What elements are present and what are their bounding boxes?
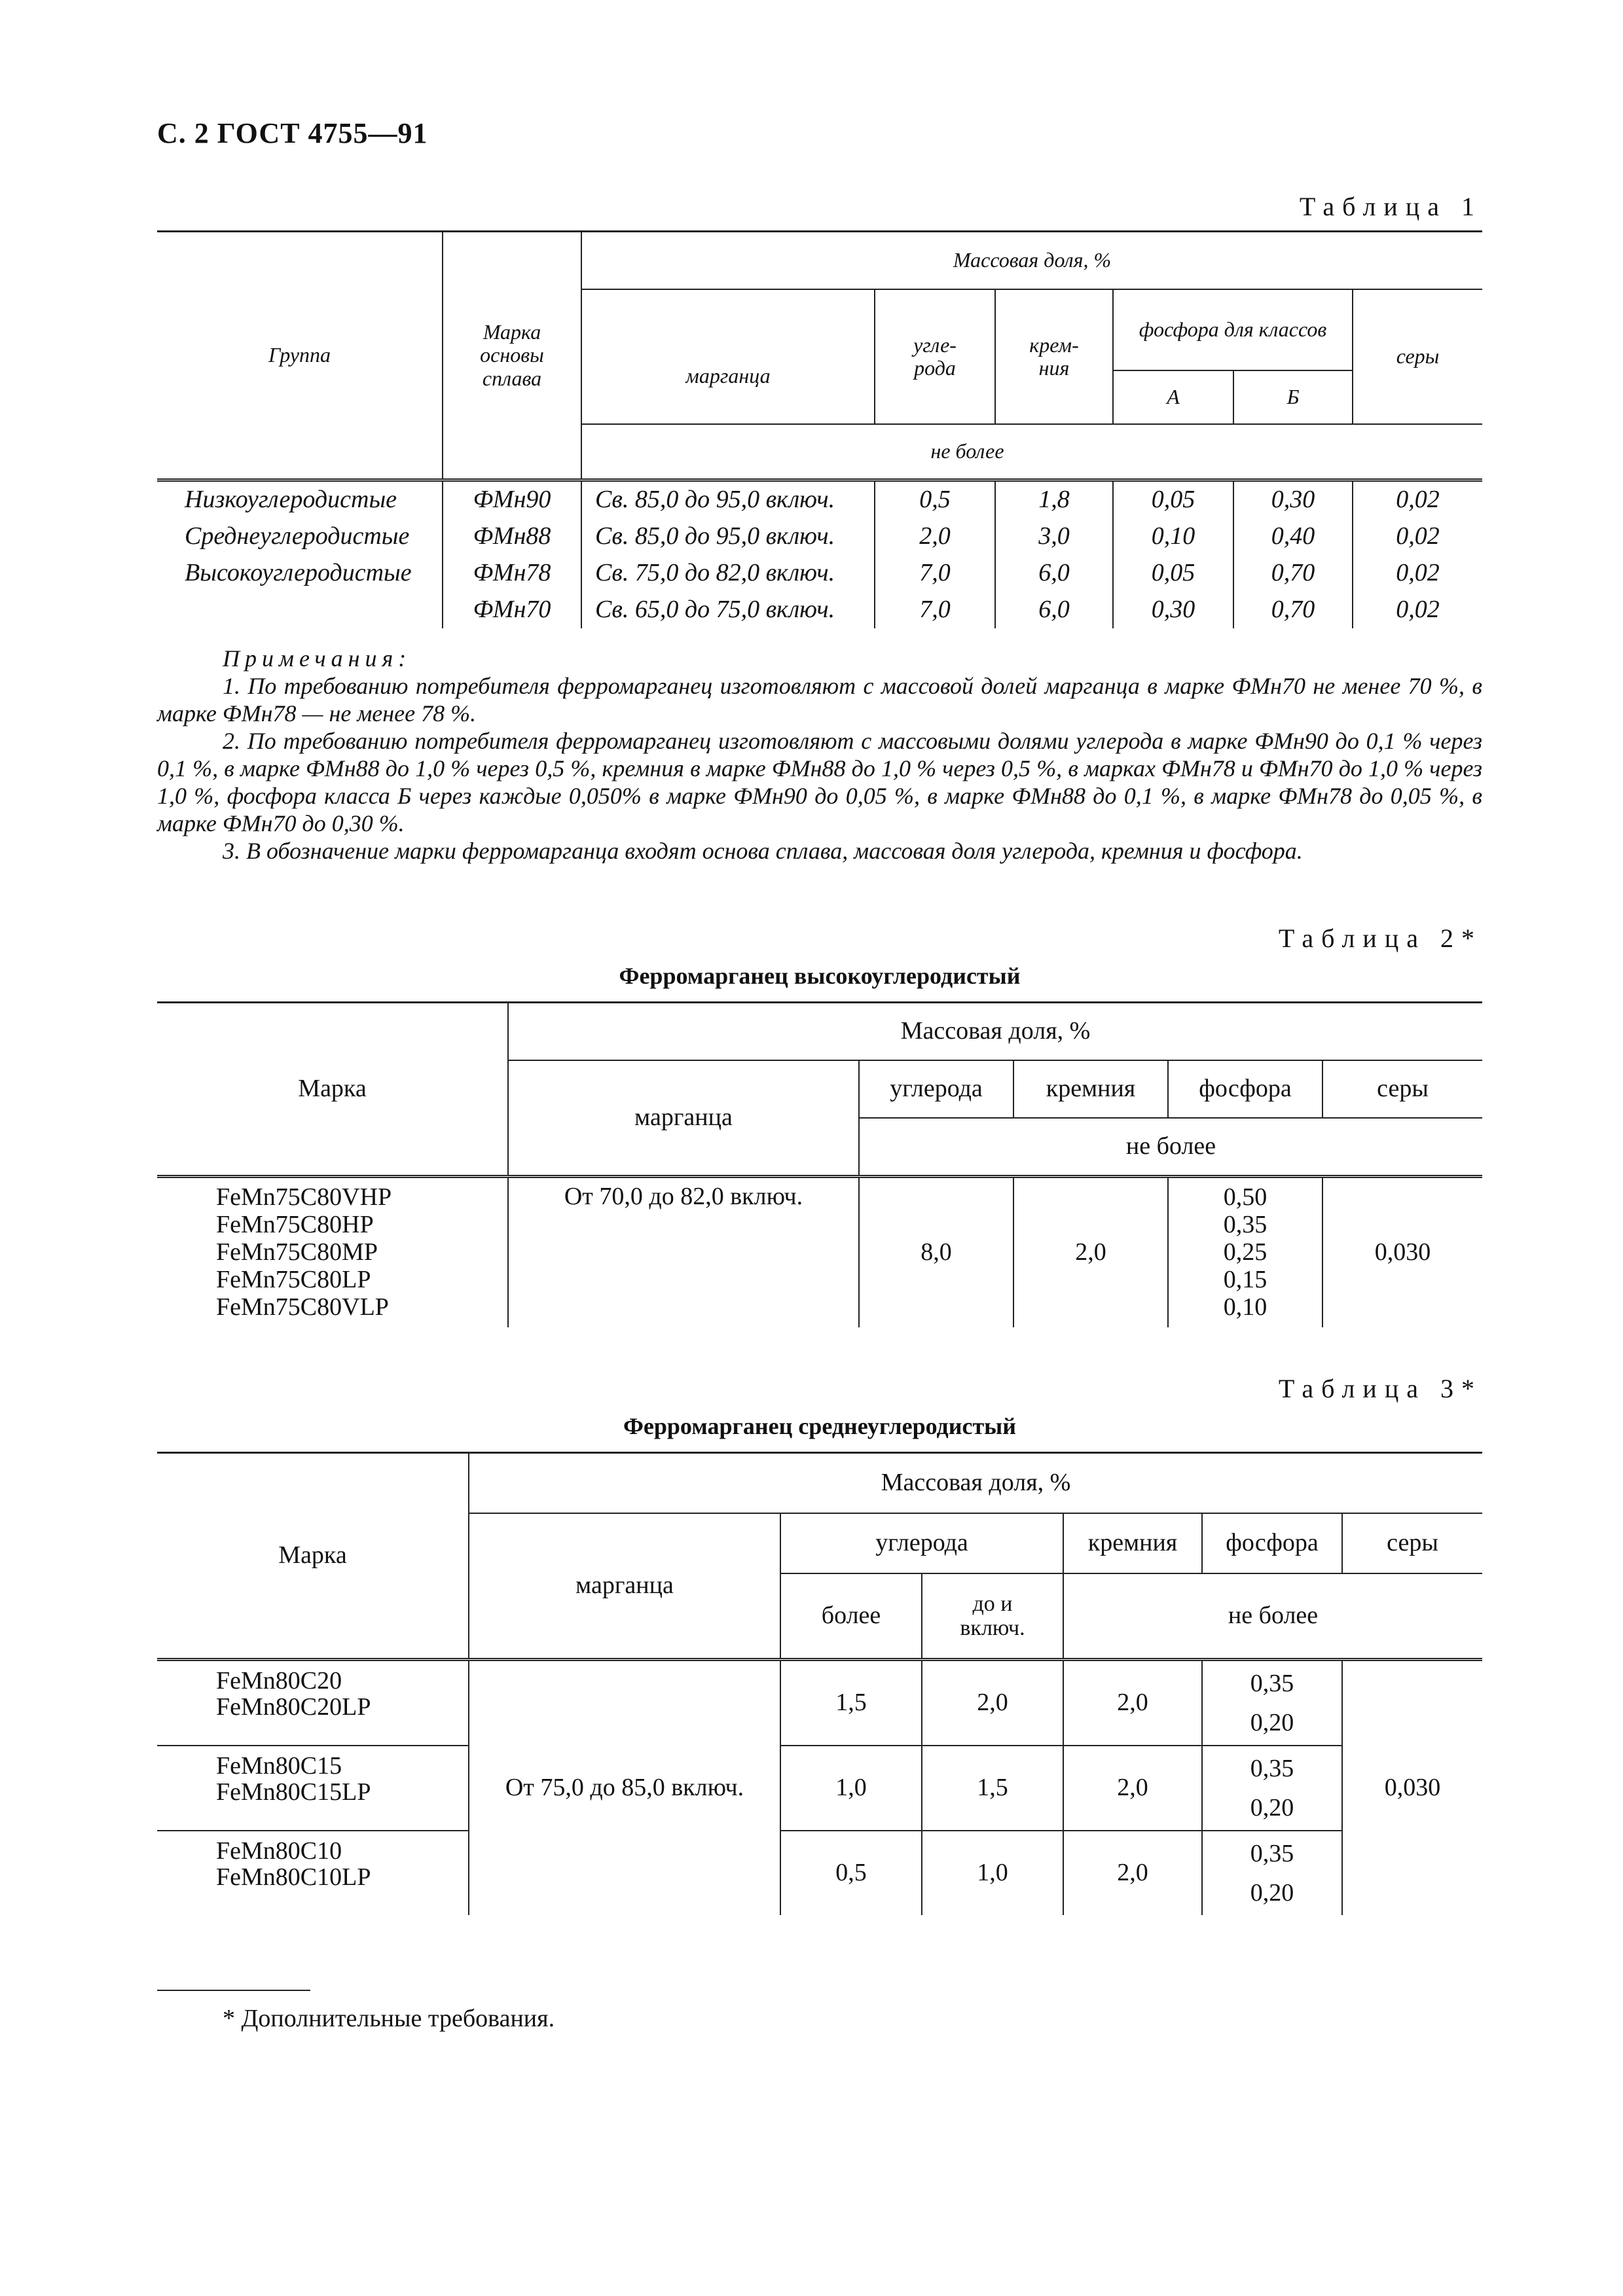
footnote-divider <box>157 1990 310 1991</box>
header-carbon: углерода <box>859 1060 1013 1118</box>
table3-title: Ферромарганец среднеуглеродистый <box>623 1413 1017 1439</box>
phosphorus-value: 0,35 <box>1250 1840 1294 1867</box>
table-row <box>157 518 1482 555</box>
cell-silicon: 2,0 <box>1013 1177 1168 1328</box>
cell-brands <box>157 1746 469 1831</box>
header-sulfur: серы <box>1353 289 1482 424</box>
cell-carbon: 8,0 <box>859 1177 1013 1328</box>
cell-sulfur: 0,02 <box>1353 555 1482 592</box>
table-row <box>157 1660 1482 1746</box>
phosphorus-value: 0,35 <box>1250 1670 1294 1697</box>
cell-group: Среднеуглеродистые <box>157 518 443 555</box>
cell-brand: ФМн90 <box>443 480 581 519</box>
brand-item: FeMn75C80LP <box>216 1266 371 1293</box>
header-manganese: марганца <box>508 1060 859 1177</box>
brand-item: FeMn75C80HP <box>216 1211 374 1238</box>
brand-item: FeMn80C15LP <box>216 1778 371 1806</box>
table3 <box>157 1452 1482 1915</box>
footnote: * Дополнительные требования. <box>223 2005 555 2032</box>
phosphorus-value: 0,35 <box>1250 1755 1294 1782</box>
cell-silicon: 3,0 <box>995 518 1113 555</box>
cell-phosphorus-b: 0,30 <box>1233 480 1353 519</box>
cell-manganese: Св. 85,0 до 95,0 включ. <box>581 518 875 555</box>
cell-manganese: От 75,0 до 85,0 включ. <box>469 1660 780 1916</box>
header-phosphorus: фосфора <box>1168 1060 1322 1118</box>
table2 <box>157 1001 1482 1327</box>
cell-brand: ФМн70 <box>443 592 581 628</box>
header-brand: Марка <box>157 1003 508 1177</box>
cell-brand: ФМн88 <box>443 518 581 555</box>
header-carbon: угле- рода <box>875 289 995 424</box>
cell-brands <box>157 1831 469 1915</box>
phosphorus-value: 0,35 <box>1223 1211 1267 1238</box>
notes <box>157 645 1482 865</box>
brand-item: FeMn75C80VLP <box>216 1293 389 1321</box>
note-item: 1. По требованию потребителя ферромарганец изготовляют с массовой долей марганца в марке ФМн70 не менее 70 %, в марке ФМн78 — не менее 78 %. <box>157 673 1482 726</box>
cell-manganese: Св. 85,0 до 95,0 включ. <box>581 480 875 519</box>
header-mass-fraction: Массовая доля, % <box>581 232 1482 290</box>
cell-phosphorus <box>1168 1177 1322 1328</box>
brand-item: FeMn80C20LP <box>216 1693 371 1721</box>
header-manganese: марганца <box>469 1513 780 1660</box>
cell-group: Высокоуглеродистые <box>157 555 443 592</box>
cell-silicon: 2,0 <box>1063 1746 1202 1831</box>
header-mass-fraction: Массовая доля, % <box>469 1453 1482 1514</box>
header-group: Группа <box>157 232 443 480</box>
phosphorus-value: 0,20 <box>1250 1709 1294 1736</box>
cell-phosphorus <box>1202 1660 1342 1746</box>
header-silicon: кремния <box>1013 1060 1168 1118</box>
cell-silicon: 2,0 <box>1063 1660 1202 1746</box>
cell-manganese: Св. 75,0 до 82,0 включ. <box>581 555 875 592</box>
header-carbon-over: более <box>780 1573 922 1660</box>
header-max: не более <box>859 1118 1482 1177</box>
cell-sulfur: 0,02 <box>1353 518 1482 555</box>
header-mass-fraction: Массовая доля, % <box>508 1003 1482 1061</box>
table-row <box>157 480 1482 519</box>
cell-group: Низкоуглеродистые <box>157 480 443 519</box>
table-row <box>157 1177 1482 1328</box>
phosphorus-value: 0,10 <box>1223 1293 1267 1321</box>
cell-carbon-over: 1,5 <box>780 1660 922 1746</box>
table-row <box>157 1831 1482 1915</box>
brand-item: FeMn80C20 <box>216 1667 342 1695</box>
table2-title: Ферромарганец высокоуглеродистый <box>619 963 1021 989</box>
cell-carbon-over: 1,0 <box>780 1746 922 1831</box>
cell-carbon-upto: 1,0 <box>922 1831 1063 1915</box>
cell-sulfur: 0,030 <box>1342 1660 1482 1916</box>
header-silicon: кремния <box>1063 1513 1202 1573</box>
table1 <box>157 230 1482 628</box>
cell-carbon-upto: 1,5 <box>922 1746 1063 1831</box>
header-sulfur: серы <box>1342 1513 1482 1573</box>
cell-phosphorus <box>1202 1831 1342 1915</box>
cell-brand: ФМн78 <box>443 555 581 592</box>
cell-phosphorus-b: 0,70 <box>1233 555 1353 592</box>
brand-item: FeMn80C10LP <box>216 1863 371 1891</box>
phosphorus-value: 0,25 <box>1223 1238 1267 1266</box>
cell-phosphorus-b: 0,70 <box>1233 592 1353 628</box>
cell-manganese: От 70,0 до 82,0 включ. <box>508 1177 859 1328</box>
cell-brands <box>157 1660 469 1746</box>
cell-carbon-over: 0,5 <box>780 1831 922 1915</box>
cell-phosphorus-a: 0,05 <box>1113 480 1233 519</box>
header-manganese: марганца <box>581 289 875 424</box>
cell-silicon: 1,8 <box>995 480 1113 519</box>
cell-phosphorus-b: 0,40 <box>1233 518 1353 555</box>
header-carbon-upto: до и включ. <box>922 1573 1063 1660</box>
header-phosphorus: фосфора для классов <box>1113 289 1353 370</box>
brand-item: FeMn80C15 <box>216 1752 342 1780</box>
header-max: не более <box>581 424 1353 480</box>
page-header: С. 2 ГОСТ 4755—91 <box>157 117 428 149</box>
brand-item: FeMn75C80MP <box>216 1238 378 1266</box>
brand-item: FeMn80C10 <box>216 1837 342 1865</box>
cell-phosphorus-a: 0,05 <box>1113 555 1233 592</box>
note-item: 3. В обозначение марки ферромарганца входят основа сплава, массовая доля углерода, кремния и фосфора. <box>223 838 1303 864</box>
notes-title: Примечания: <box>223 645 412 672</box>
table3-caption: Таблица 3* <box>1278 1374 1482 1403</box>
phosphorus-value: 0,20 <box>1250 1879 1294 1907</box>
cell-silicon: 6,0 <box>995 555 1113 592</box>
header-class-b: Б <box>1233 370 1353 424</box>
brand-item: FeMn75C80VHP <box>216 1183 392 1211</box>
cell-group <box>157 592 443 628</box>
cell-carbon-upto: 2,0 <box>922 1660 1063 1746</box>
header-max: не более <box>1063 1573 1482 1660</box>
table-row <box>157 555 1482 592</box>
header-carbon: углерода <box>780 1513 1063 1573</box>
header-brand: Марка основы сплава <box>443 232 581 480</box>
table-row <box>157 592 1482 628</box>
cell-phosphorus-a: 0,30 <box>1113 592 1233 628</box>
header-sulfur: серы <box>1322 1060 1482 1118</box>
cell-brands <box>157 1177 508 1328</box>
cell-carbon: 0,5 <box>875 480 995 519</box>
header-silicon: крем- ния <box>995 289 1113 424</box>
cell-phosphorus <box>1202 1746 1342 1831</box>
cell-silicon: 6,0 <box>995 592 1113 628</box>
phosphorus-value: 0,50 <box>1223 1183 1267 1211</box>
phosphorus-value: 0,15 <box>1223 1266 1267 1293</box>
table2-caption: Таблица 2* <box>1278 924 1482 953</box>
cell-carbon: 7,0 <box>875 592 995 628</box>
cell-carbon: 7,0 <box>875 555 995 592</box>
header-class-a: А <box>1113 370 1233 424</box>
note-item: 2. По требованию потребителя ферромарганец изготовляют с массовыми долями углерода в марке ФМн90 до 0,1 % через 0,1 %, в марке ФМн88 до 1,0 % через 0,5 %, кремния в марке ФМн88 до 1,0 % через 0,5 %, в марках ФМн78 и ФМн70 до 1,0 % через 1,0 %, фосфора класса Б через каждые 0,050% в марке ФМн90 до 0,05 %, в марке ФМн88 до 0,1 %, в марке ФМн78 до 0,05 %, в марке ФМн70 до 0,30 %. <box>157 728 1482 836</box>
cell-carbon: 2,0 <box>875 518 995 555</box>
phosphorus-value: 0,20 <box>1250 1794 1294 1821</box>
table1-caption: Таблица 1 <box>1299 192 1482 221</box>
table-row <box>157 1746 1482 1831</box>
cell-phosphorus-a: 0,10 <box>1113 518 1233 555</box>
header-brand: Марка <box>157 1453 469 1660</box>
header-phosphorus: фосфора <box>1202 1513 1342 1573</box>
cell-manganese: Св. 65,0 до 75,0 включ. <box>581 592 875 628</box>
cell-sulfur: 0,02 <box>1353 592 1482 628</box>
cell-sulfur: 0,030 <box>1322 1177 1482 1328</box>
cell-silicon: 2,0 <box>1063 1831 1202 1915</box>
cell-sulfur: 0,02 <box>1353 480 1482 519</box>
